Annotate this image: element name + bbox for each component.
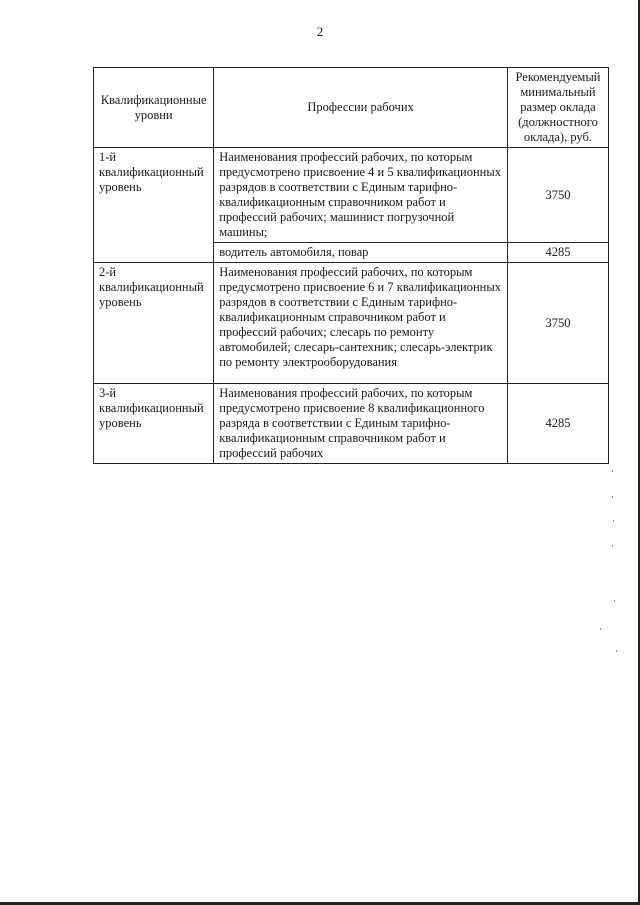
row-salary: 4285: [507, 384, 608, 464]
row-profession: Наименования профессий рабочих, по которым предусмотрено присвоение 4 и 5 квалификационных разрядов в соответствии с Единым тарифно-квалификационным справочником работ и профессий рабочих; машинист погрузочной машины;: [214, 148, 508, 243]
page-number: 2: [316, 24, 324, 39]
row-profession: Наименования профессий рабочих, по которым предусмотрено присвоение 6 и 7 квалификационных разрядов в соответствии с Единым тарифно-квалификационным справочником работ и профессий рабочих; слесарь по ремонту автомобилей; слесарь-сантехник; слесарь-электрик по ремонту электрооборудования: [214, 263, 508, 384]
row-profession: Наименования профессий рабочих, по которым предусмотрено присвоение 8 квалификационного разряда в соответствии с Единым тарифно-квалификационным справочником работ и профессий рабочих: [214, 384, 508, 464]
scan-speck: [612, 470, 613, 472]
row-level-3: 3-й квалификационный уровень: [94, 384, 214, 464]
header-profession: Профессии рабочих: [214, 68, 508, 148]
scan-speck: [612, 496, 613, 498]
row-level-1: 1-й квалификационный уровень: [94, 148, 214, 263]
table-header-row: [94, 68, 609, 148]
table-row: [94, 384, 609, 464]
table-row: [94, 263, 609, 384]
row-salary: 3750: [507, 148, 608, 243]
row-level-2: 2-й квалификационный уровень: [94, 263, 214, 384]
row-profession: водитель автомобиля, повар: [214, 243, 508, 263]
row-salary: 4285: [507, 243, 608, 263]
scan-speck: [600, 628, 601, 630]
scan-speck: [612, 545, 613, 547]
scan-speck: [614, 600, 615, 602]
scan-speck: [616, 650, 617, 652]
table-row: [94, 148, 609, 243]
scan-speck: [613, 520, 614, 522]
header-salary: Рекомендуемый минимальный размер оклада (должностного оклада), руб.: [507, 68, 608, 148]
row-salary: 3750: [507, 263, 608, 384]
header-level: Квалификационные уровни: [94, 68, 214, 148]
salary-table: [93, 67, 609, 464]
